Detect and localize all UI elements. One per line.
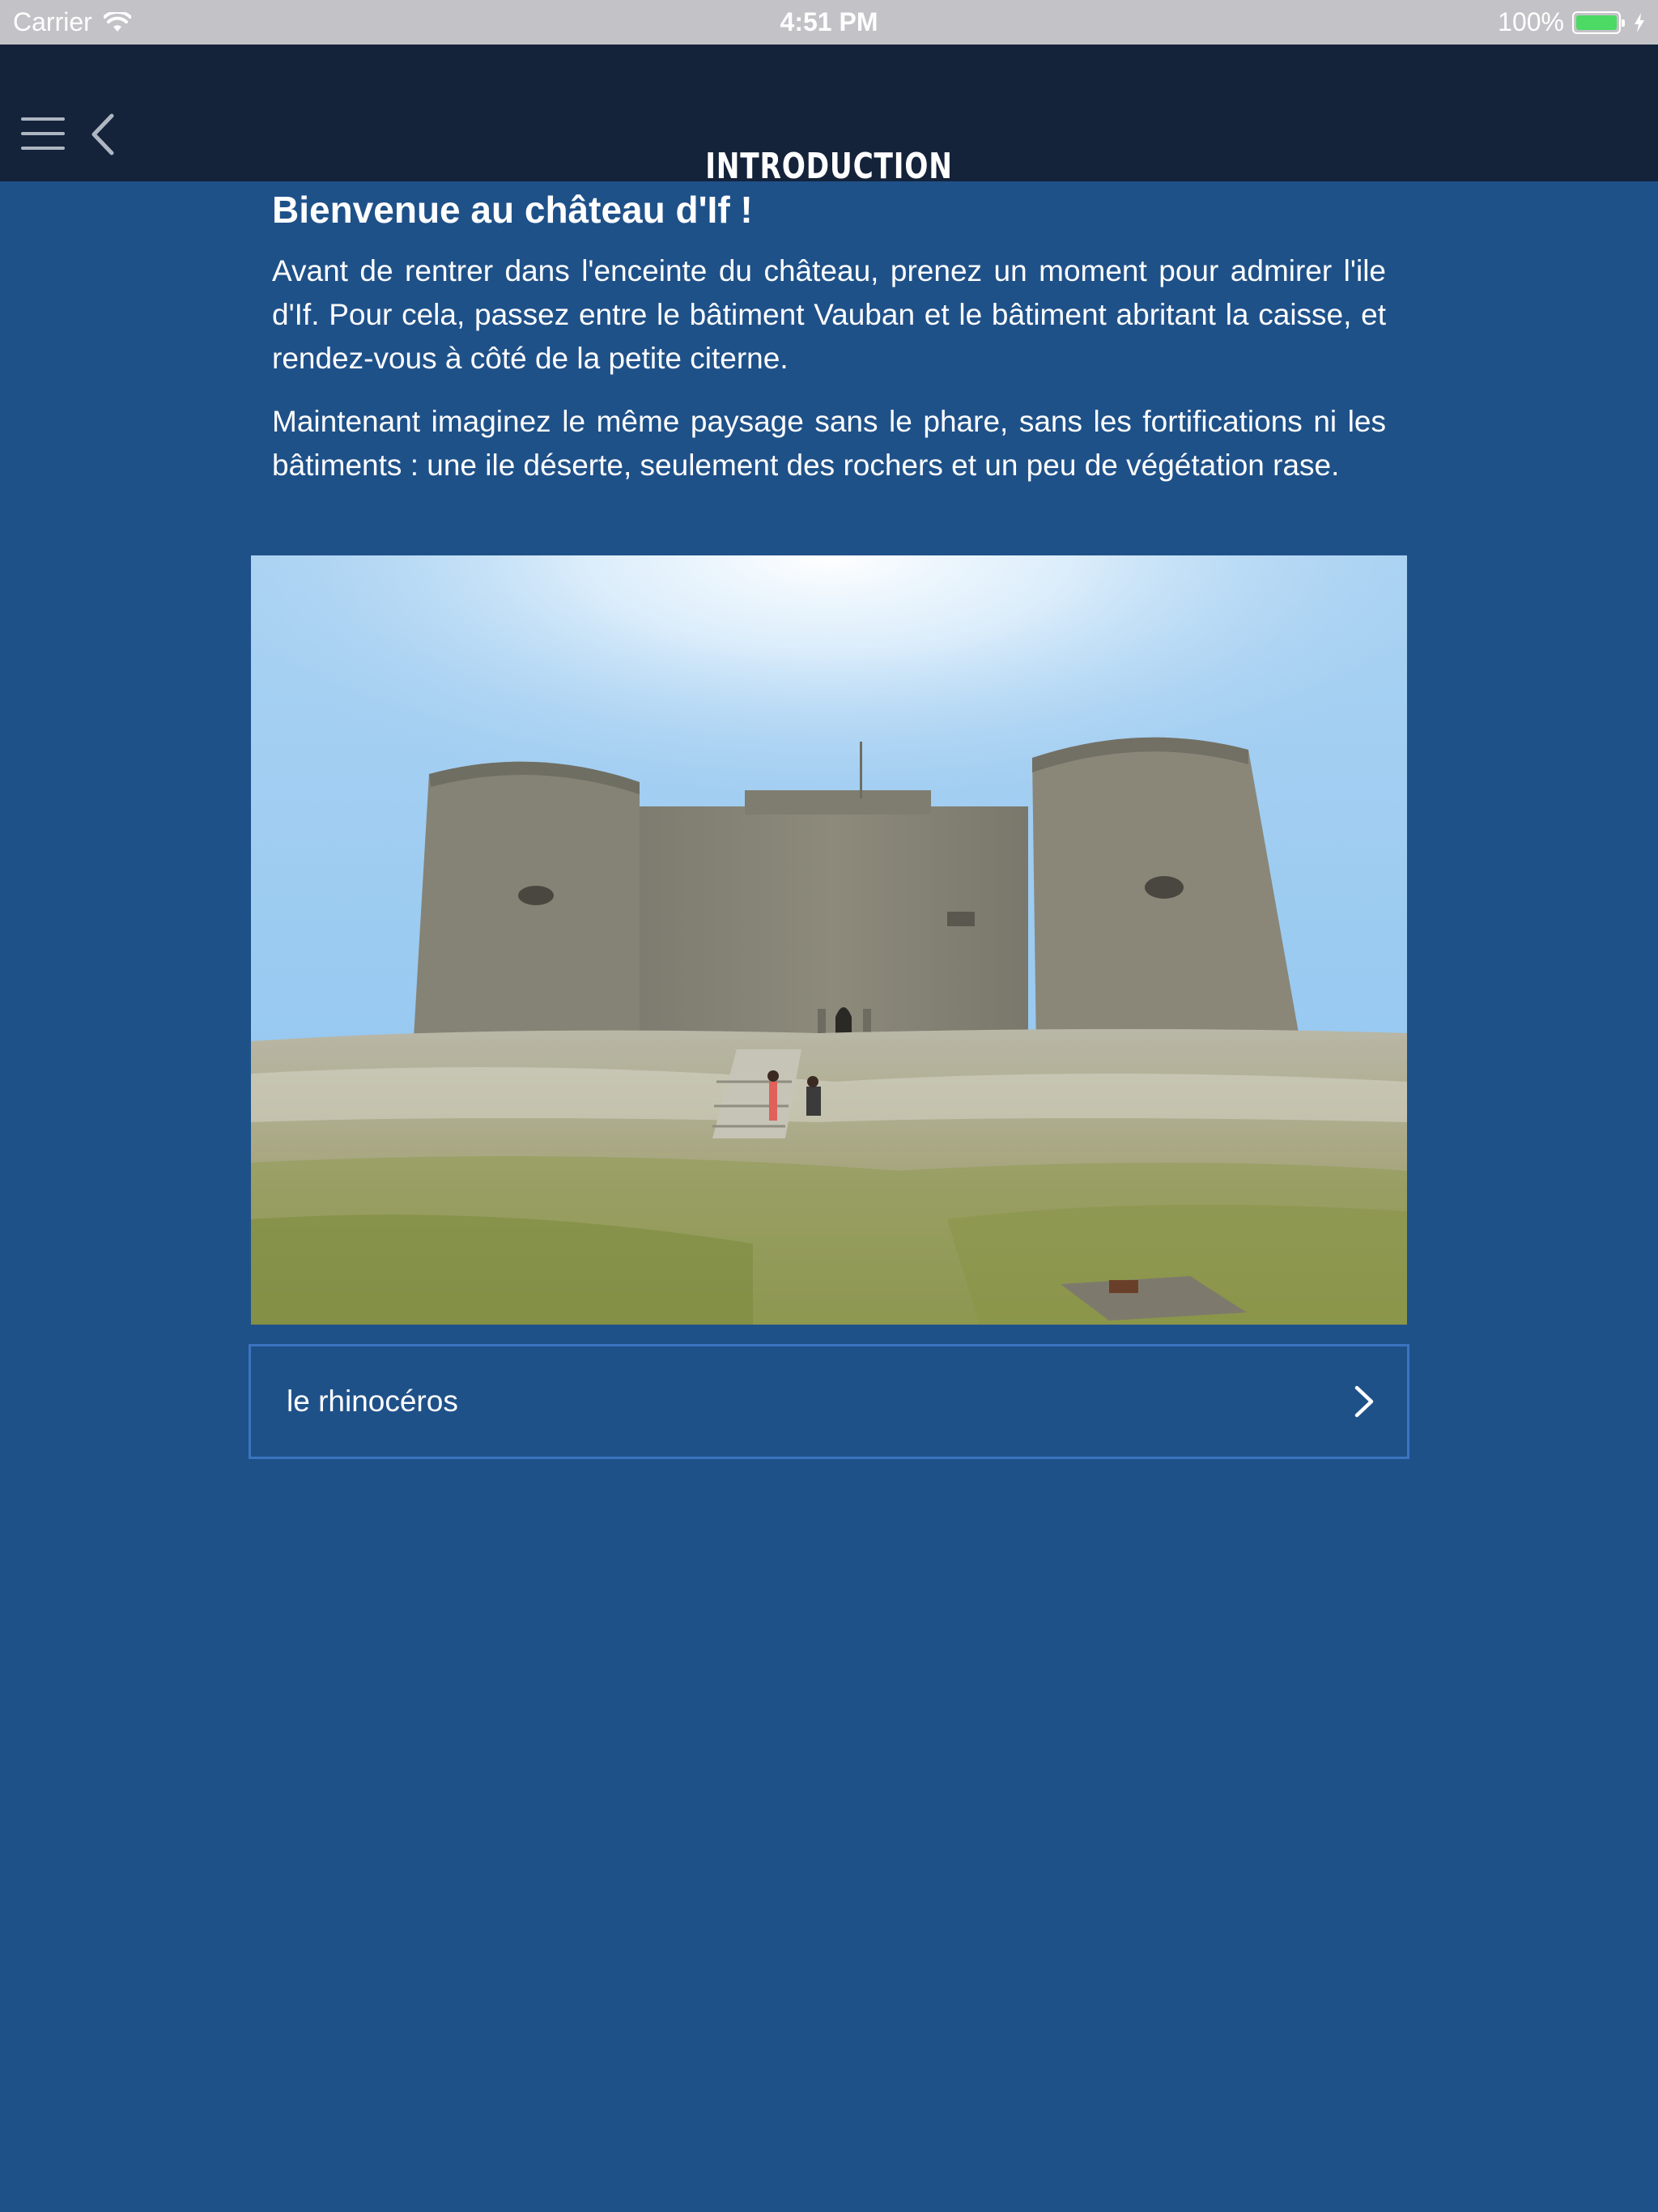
link-label: le rhinocéros xyxy=(287,1385,458,1418)
article-content xyxy=(272,181,1386,487)
hamburger-menu-icon[interactable] xyxy=(21,117,65,150)
paragraph-2: Maintenant imaginez le même paysage sans le phare, sans les fortifications ni les bâtiments : une ile déserte, seulement des rochers et un peu de végétation rase. xyxy=(272,405,1386,482)
status-time: 4:51 PM xyxy=(780,7,878,36)
carrier-label: Carrier xyxy=(13,7,92,36)
battery-fill xyxy=(1576,15,1617,30)
back-chevron-icon[interactable] xyxy=(87,113,120,156)
article-headline: Bienvenue au château d'If ! xyxy=(272,189,753,231)
paragraph-1: Avant de rentrer dans l'enceinte du château, prenez un moment pour admirer l'ile d'If. Pour cela, passez entre le bâtiment Vauban et le bâtiment abritant la caisse, et rendez-vous à côté de la petite citerne. xyxy=(272,254,1386,375)
chateau-photo xyxy=(251,555,1407,1325)
battery-percent: 100% xyxy=(1498,7,1564,36)
status-right xyxy=(1498,0,1645,45)
battery-icon xyxy=(1572,11,1621,34)
chevron-right-icon xyxy=(1354,1385,1375,1419)
charging-bolt-icon xyxy=(1634,13,1645,32)
status-bar xyxy=(0,0,1658,45)
next-chapter-link[interactable] xyxy=(249,1344,1409,1459)
page-title: INTRODUCTION xyxy=(705,146,953,187)
navigation-bar xyxy=(0,45,1658,187)
